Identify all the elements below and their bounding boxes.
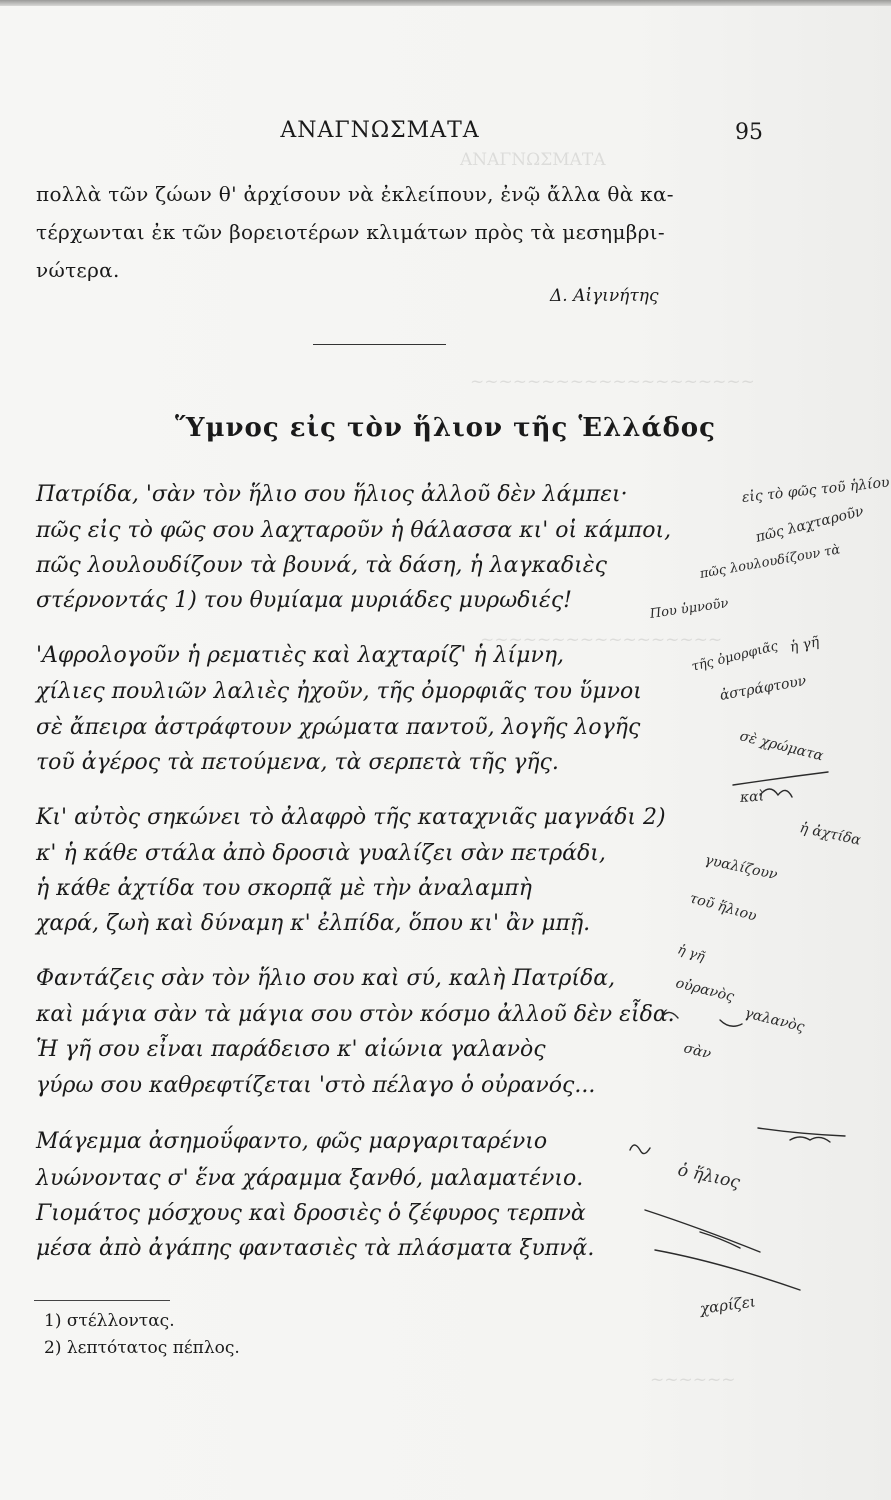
poem-line: Φαντάζεις σὰν τὸν ἥλιο σου καὶ σύ, καλὴ Πατρίδα, <box>36 966 616 991</box>
handwritten-note: χαρίζει <box>698 1292 757 1318</box>
poem-line: στέρνοντάς 1) του θυμίαμα μυριάδες μυρωδιές! <box>36 588 573 613</box>
page-number: 95 <box>735 120 763 145</box>
page-top-edge <box>0 0 891 6</box>
poem-line: σὲ ἄπειρα ἀστράφτουν χρώματα παντοῦ, λογῆς λογῆς <box>36 715 641 740</box>
handwritten-note: Που ὑμνοῦν <box>648 596 730 622</box>
poem-line: Πατρίδα, 'σὰν τὸν ἥλιο σου ἥλιος ἀλλοῦ δὲν λάμπει· <box>36 482 628 507</box>
poem-line: 'Αφρολογοῦν ἡ ρεματιὲς καὶ λαχταρίζ' ἡ λίμνη, <box>36 643 564 668</box>
bleed-through-text: ΑΝΑΓΝΩΣΜΑΤΑ <box>460 150 606 170</box>
poem-line: χίλιες πουλιῶν λαλιὲς ἠχοῦν, τῆς ὀμορφιᾶς του ὕμνοι <box>36 679 642 704</box>
handwritten-note: ἡ ἀχτίδα <box>798 820 863 849</box>
bleed-through-text: ~~~~~~~~~~~~~~~~~~~~ <box>470 372 755 392</box>
poem-line: λυώνοντας σ' ἕνα χάραμμα ξανθό, μαλαματένιο. <box>36 1166 584 1191</box>
running-title: ΑΝΑΓΝΩΣΜΑΤΑ <box>280 118 480 143</box>
handwritten-note: εἰς τὸ φῶς τοῦ ἡλίου <box>741 474 891 506</box>
handwritten-note: καὶ <box>739 788 765 806</box>
poem-line: τοῦ ἀγέρος τὰ πετούμενα, τὰ σερπετὰ τῆς γῆς. <box>36 750 559 775</box>
handwritten-note: ἡ γῆ <box>675 942 707 966</box>
handwritten-note: τῆς ὀμορφιᾶς <box>690 638 780 675</box>
poem-line: ἡ κάθε ἀχτίδα του σκορπᾷ μὲ τὴν ἀναλαμπὴ <box>36 876 532 901</box>
author-signature: Δ. Αἰγινήτης <box>550 286 659 306</box>
prose-line: πολλὰ τῶν ζώων θ' ἀρχίσουν νὰ ἐκλείπουν, ἐνῷ ἄλλα θὰ κα- <box>36 182 674 206</box>
bleed-through-text: ~~~~~~ <box>650 1370 736 1390</box>
prose-line: νώτερα. <box>36 258 120 282</box>
handwritten-note: σὰν <box>682 1040 713 1063</box>
poem-title: Ὕμνος εἰς τὸν ἥλιον τῆς Ἑλλάδος <box>175 413 716 443</box>
poem-line: χαρά, ζωὴ καὶ δύναμη κ' ἐλπίδα, ὅπου κι' ἂν μπῇ. <box>36 911 591 936</box>
poem-line: Κι' αὐτὸς σηκώνει τὸ ἀλαφρὸ τῆς καταχνιᾶς μαγνάδι 2) <box>36 805 666 830</box>
handwritten-note: πῶς λουλουδίζουν τὰ <box>698 542 842 582</box>
poem-line: γύρω σου καθρεφτίζεται 'στὸ πέλαγο ὁ οὐρανός... <box>36 1073 596 1098</box>
handwritten-note: πῶς λαχταροῦν <box>754 503 866 546</box>
footnote-divider <box>34 1300 170 1301</box>
handwritten-note: οὐρανὸς <box>674 975 736 1006</box>
handwritten-note: ἡ γῆ <box>788 634 821 656</box>
handwritten-note: ὁ ἥλιος <box>675 1160 742 1193</box>
bleed-through-text: ~~~~~~~~~~~~~~~~~ <box>480 630 723 650</box>
handwritten-note: ἀστράφτουν <box>718 672 808 704</box>
poem-line: πῶς εἰς τὸ φῶς σου λαχταροῦν ἡ θάλασσα κι' οἱ κάμποι, <box>36 518 672 543</box>
poem-line: Γιομάτος μόσχους καὶ δροσιὲς ὁ ζέφυρος τερπνὰ <box>36 1201 586 1226</box>
poem-line: καὶ μάγια σὰν τὰ μάγια σου στὸν κόσμο ἀλλοῦ δὲν εἶδα. <box>36 1002 675 1027</box>
section-divider <box>313 344 446 345</box>
prose-line: τέρχωνται ἐκ τῶν βορειοτέρων κλιμάτων πρὸς τὰ μεσημβρι- <box>36 220 665 244</box>
poem-line: Μάγεμμα ἀσημοΰφαντο, φῶς μαργαριταρένιο <box>36 1129 548 1154</box>
poem-line: πῶς λουλουδίζουν τὰ βουνά, τὰ δάση, ἡ λαγκαδιὲς <box>36 553 607 578</box>
poem-line: κ' ἡ κάθε στάλα ἀπὸ δροσιὰ γυαλίζει σὰν πετράδι, <box>36 841 606 866</box>
poem-line: μέσα ἀπὸ ἀγάπης φαντασιὲς τὰ πλάσματα ξυπνᾷ. <box>36 1236 595 1261</box>
handwritten-note: τοῦ ἥλιου <box>687 890 759 925</box>
footnote: 2) λεπτότατος πέπλος. <box>44 1338 240 1358</box>
poem-line: Ἡ γῆ σου εἶναι παράδεισο κ' αἰώνια γαλανὸς <box>36 1037 546 1062</box>
footnote: 1) στέλλοντας. <box>44 1311 175 1331</box>
handwritten-note: σὲ χρώματα <box>738 728 825 765</box>
handwritten-note: γαλανὸς <box>743 1005 807 1036</box>
handwritten-note: γυαλίζουν <box>703 852 779 884</box>
